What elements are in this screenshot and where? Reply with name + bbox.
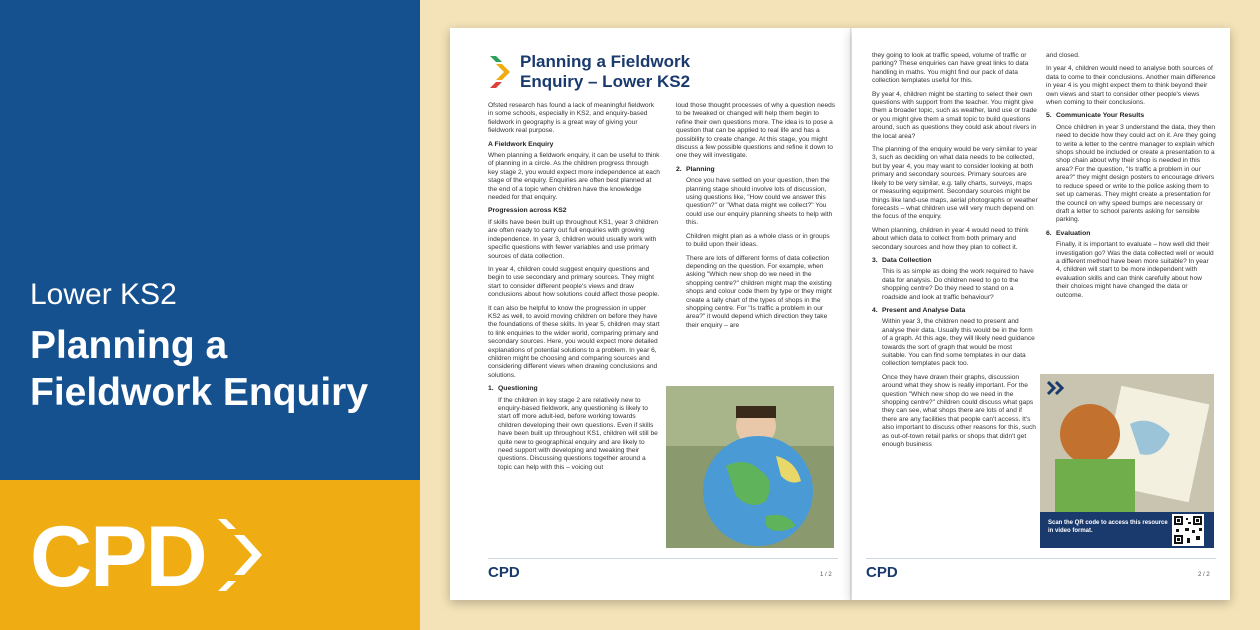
page-number: 2 / 2 — [1198, 572, 1210, 578]
globe-photo — [666, 386, 834, 548]
page-title: Planning a Fieldwork Enquiry – Lower KS2 — [520, 52, 691, 91]
text-column-3: they going to look at traffic speed, volume of traffic or parking? These enquiries can have great links to data handling in maths. You might find our pack of data collection templates useful for this. By year 4, children might be starting to select their own questions with support from the teacher. You might give them a broader topic, such as weather, land use or trade or you might give them a small topic to build questions around, such as questions they could ask about rivers in the local area? The planning of the enquiry would be very similar to year 3, such as deciding on what data needs to be collected, but by year 4, you may want to consider looking at both primary and secondary sources. Primary sources are likely to be very similar, e.g. tally charts, surveys, maps or measuring equipment. Secondary sources might be things like land-use maps, aerial photographs or weather forecasts – what children use will very much depend on the focus of the enquiry. When planning, children in year 4 would need to think about which data to collect from both primary and secondary sources and how they plan to collect it. 3. Data Collection This is as simple as doing the work required to have data for analysis. Do children need to go to the shopping centre? Do they need to stand on a roadside and look at traffic behaviour? 4. Present and Analyse Data Within year 3, the children need to present and analyse their data. Usually this would be in the form of a graph. At this age, they will likely need guidance towards the sort of graph that would be most suitable. You can find some templates in our data collection templates pack too. Once they have drawn their graphs, discussion around what they show is really important. For the question "Which new shop do we need in the shopping centre?" children could discuss what gaps they can see, what shops there are lots of and if there are any facilities that people can't access. It's also important to discuss other reasons for this, such as out-of-town retail parks or shops that didn't get enough business — [872, 52, 1038, 449]
qr-code-icon[interactable] — [1172, 514, 1204, 546]
footer-divider — [866, 558, 1216, 559]
footer-divider — [488, 558, 838, 559]
banner-subtitle: Lower KS2 — [30, 278, 177, 311]
footer-logo: CPD — [866, 564, 898, 581]
map-reading-image — [1040, 374, 1214, 512]
child-map-photo — [1040, 374, 1214, 512]
text-column-4: and closed. In year 4, children would need to analyse both sources of data to come to their conclusions. Another main difference in year 4 is you might expect them to think beyond their own views and start to consider other people's views when coming to their conclusions. 5. Communicate Your Results Once children in year 3 understand the data, they then need to decide how they could act on it. Are they going to write a letter to the centre manager to explain which shops should be included or create a presentation to a shop chain about why their shop is needed in this area? For the question, "Is traffic a problem in our area?" they might design posters to encourage drivers to reduce speed or write to the police asking them to set up cameras. They might create a presentation for the council on why speed bumps are necessary or draft a letter to school parents asking for sensible parking. 6. Evaluation Finally, it is important to evaluate – how well did their investigation go? Was the data collected well or would a different method have been more suitable? In year 4, children will start to be more independent with evaluation skills and can think carefully about how their choices might have changed the data or outcome. — [1046, 52, 1216, 299]
qr-caption: Scan the QR code to access this resource in video format. — [1048, 520, 1168, 534]
banner-title: Planning a Fieldwork Enquiry — [30, 324, 369, 414]
text-column-2: loud those thought processes of why a question needs to be tweaked or changed will help them begin to refine their own questions more. The idea is to pose a question that can be applied to real life and has a possibility to create change. At this stage, you might discuss a few possible questions and refine it down to one they will investigate. 2. Planning Once you have settled on your question, then the planning stage should involve lots of discussion, using questions like, "How could we answer this question?" or "What data might we collect?" You could use our enquiry planning sheets to help with this. Children might plan as a whole class or in groups to build upon their ideas. There are lots of different forms of data collection depending on the question. For example, when asking "Which new shop do we need in the shopping centre?" children might map the existing shops and colour code them by type or they might create a tally chart of the types of shops in the shopping centre. For "Is traffic a problem in our area?" it would depend which direction they take their enquiry – are — [676, 102, 836, 329]
chevron-logo-icon — [212, 515, 272, 595]
text-column-1: Ofsted research has found a lack of meaningful fieldwork in some schools, especially in KS2, and enquiry-based fieldwork in geography is a great way of giving your fieldwork real purpose. A Fieldwork Enquiry When planning a fieldwork enquiry, it can be useful to think of planning in a circle. As the children progress through key stage 2, you would expect more independence at each stage of the enquiry. Enquiries are often best planned at the end of a topic when children have the knowledge needed for that enquiry. Progression across KS2 If skills have been built up throughout KS1, year 3 children are often ready to carry out full enquiries with growing independence. In year 3, children would usually work with specific questions with fewer variables and use primary sources of data collection. In year 4, children could suggest enquiry questions and begin to use secondary and primary sources. They might start to consider different people's views and draw conclusions about how solutions could affect those people. It can also be helpful to know the progression in upper KS2 as well, to avoid moving children on before they have the foundations of these skills. In year 5, children may start to link enquiries to the wider world, comparing primary and secondary sources. Here, you would expect more detailed explanations of potential solutions to a problem. In year 6, children might be choosing and comparing sources and considering different views when drawing conclusions and solutions. 1. Questioning If the children in key stage 2 are relatively new to enquiry-based fieldwork, any questioning is likely to start off more adult-led, before working towards children developing their own questions. Even if skills have been built up throughout KS1, children will still be quite new to geographical enquiry and are likely to need support with developing and tweaking their questions. Discussing questions together around a topic can help with this – voicing out — [488, 102, 660, 471]
page-number: 1 / 2 — [820, 572, 832, 578]
cpd-logo-text: CPD — [30, 509, 206, 605]
document-page-2 — [852, 28, 1230, 600]
document-page-1 — [450, 28, 852, 600]
footer-logo: CPD — [488, 564, 520, 581]
chevron-logo-icon — [488, 54, 510, 90]
globe-image — [666, 386, 834, 548]
